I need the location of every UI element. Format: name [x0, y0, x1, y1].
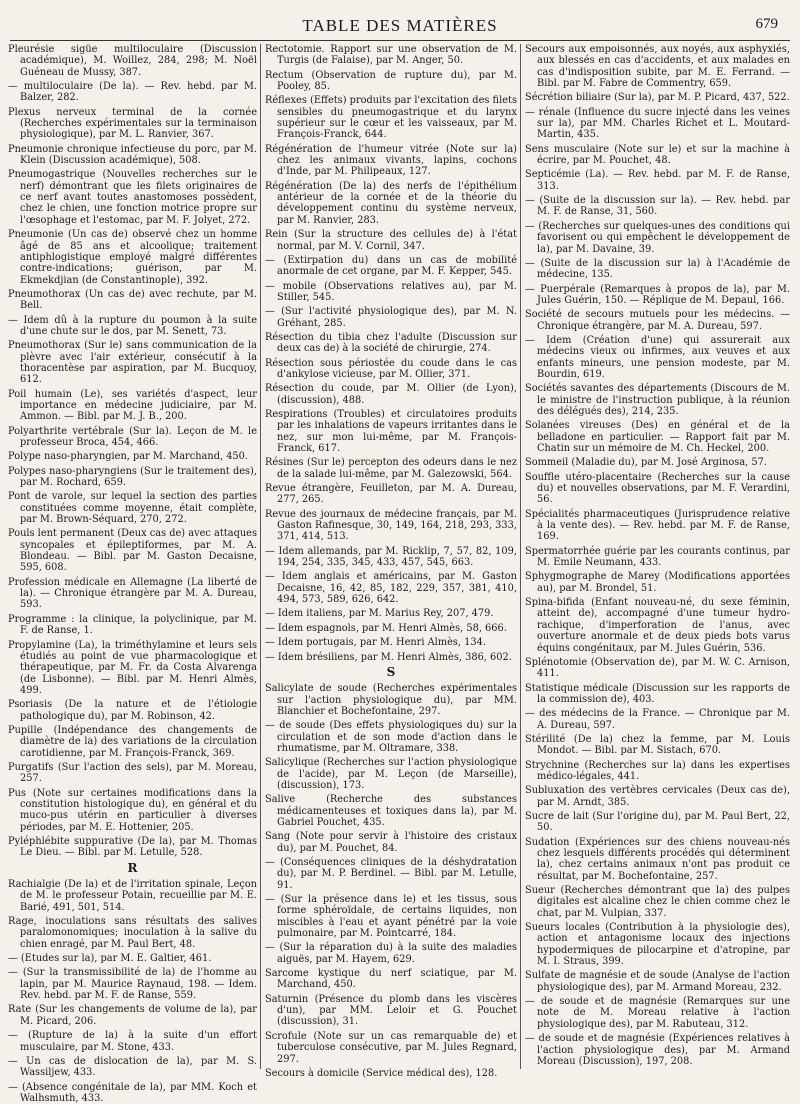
index-entry: Résection du tibia chez l'adulte (Discussion sur deux cas de) à la société de chirurgie, 274.	[265, 331, 517, 355]
index-entry: Sueurs locales (Contribution à la physiologie des), action et antagonisme locaux des injections hypodermiques de pilocarpine et d'atropine, par M. I. Straus, 399.	[525, 922, 790, 968]
index-entry: Rein (Sur la structure des cellules de) à l'état normal, par M. V. Cornil, 347.	[265, 229, 517, 252]
index-entry: Poil humain (Le), ses variétés d'aspect, leur importance en médecine judiciaire, par M. Ammon. — Bibl. par M. J. B., 200.	[8, 388, 257, 423]
index-entry: Résection du coude, par M. Ollier (de Lyon), (discussion), 488.	[265, 383, 517, 406]
index-entry: Souffle utéro-placentaire (Recherches sur la cause du) et nouvelles observations, par M. F. Verardini, 56.	[525, 471, 790, 506]
index-entry: Sociétés savantes des départements (Discours de M. le ministre de l'instruction publique, à la réunion des délégués des), 214, 235.	[525, 383, 790, 417]
index-entry: Rage, inoculations sans résultats des salives paralomonomiques; inoculation à la salive du chien enragé, par M. Paul Bert, 48.	[8, 916, 257, 950]
index-entry: Splénotomie (Observation de), par M. W. C. Arnison, 411.	[525, 656, 790, 680]
index-entry: Rate (Sur les changements de volume de la), par M. Picard, 206.	[8, 1004, 257, 1027]
index-entry: Sarcome kystique du nerf sciatique, par M. Marchand, 450.	[265, 968, 517, 991]
index-entry: — (Sur la réparation du) à la suite des maladies aiguës, par M. Hayem, 629.	[265, 942, 517, 965]
index-entry: Secours aux empoisonnés, aux noyés, aux asphyxiés, aux blessés en cas d'accidents, et aux malades en cas d'indisposition subite, par M. E. Ferrand. — Bibl. par M. Fabre de Commentry, 659.	[525, 44, 790, 90]
index-columns	[0, 44, 800, 1104]
column-divider	[520, 44, 521, 1069]
index-entry: Salicylique (Recherches sur l'action physiologique de l'acide), par M. Leçon (de Marseille), (discussion), 173.	[265, 757, 517, 791]
index-entry: Solanées vireuses (Des) en général et de la belladone en particulier. — Rapport fait par M. Chatin sur un mémoire de M. Ch. Heckel, 200.	[525, 420, 790, 454]
index-entry: Pus (Note sur certaines modifications dans la constitution histologique du), en général et du muco-pus utérin en particulier à diverses périodes, par M. E. Hottenier, 205.	[8, 787, 257, 833]
index-entry: — (Extirpation du) dans un cas de mobilité anormale de cet organe, par M. F. Kepper, 545.	[265, 254, 517, 278]
index-entry: Sens musculaire (Note sur le) et sur la machine à écrire, par M. Pouchet, 48.	[525, 143, 790, 167]
index-entry: — (Suite de la discussion sur la) à l'Académie de médecine, 135.	[525, 257, 790, 281]
index-entry: — (Conséquences cliniques de la déshydratation du), par M. P. Berdinel. — Bibl. par M. Letulle, 91.	[265, 857, 517, 891]
index-entry: Programme : la clinique, la polyclinique, par M. F. de Ranse, 1.	[8, 613, 257, 637]
index-entry: — Idem anglais et américains, par M. Gaston Decaisne, 16, 42, 85, 182, 229, 357, 381, 410, 494, 573, 589, 626, 642.	[265, 571, 517, 606]
index-entry: Rachialgie (De la) et de l'irritation spinale, Leçon de M. le professeur Potain, recueillie par M. E. Barié, 491, 501, 514.	[8, 879, 257, 913]
index-entry: — (Sur l'activité physiologique des), par M. N. Gréhant, 285.	[265, 306, 517, 329]
index-entry: — multiloculaire (De la). — Rev. hebd. par M. Balzer, 282.	[8, 81, 257, 104]
index-entry: — rénale (Influence du sucre injecté dans les veines sur la), par MM. Charles Richet et L. Moutard-Martin, 435.	[525, 106, 790, 141]
index-entry: Psoriasis (De la nature et de l'étiologie pathologique du), par M. Robinson, 42.	[8, 699, 257, 722]
column-2	[265, 44, 517, 1079]
index-entry: Pleurésie sigüe multiloculaire (Discussion académique), M. Woillez, 284, 298; M. Noël Guéneau de Mussy, 387.	[8, 44, 257, 78]
index-entry: Rectum (Observation de rupture du), par M. Pooley, 85.	[265, 69, 517, 93]
index-entry: — mobile (Observations relatives au), par M. Stiller, 545.	[265, 280, 517, 303]
index-entry: Pouls lent permanent (Deux cas de) avec attaques syncopales et épileptiformes, par M. A. Blondeau. — Bibl. par M. Gaston Decaisne, 595, 608.	[8, 528, 257, 574]
running-title: TABLE DES MATIÈRES	[302, 16, 498, 35]
index-entry: Régénération (De la) des nerfs de l'épithélium antérieur de la cornée et de la théorie du développement continu du système nerveux, par M. Ranvier, 283.	[265, 180, 517, 226]
section-letter: R	[127, 860, 138, 875]
index-entry: Société de secours mutuels pour les médecins. — Chronique étrangère, par M. A. Dureau, 597.	[525, 309, 790, 332]
index-entry: Spermatorrhée guérie par les courants continus, par M. Emile Neumann, 433.	[525, 545, 790, 569]
index-entry: Purgatifs (Sur l'action des sels), par M. Moreau, 257.	[8, 761, 257, 785]
index-entry: — des médecins de la France. — Chronique par M. A. Dureau, 597.	[525, 708, 790, 731]
index-entry: — (Absence congénitale de la), par MM. Koch et Walhsmuth, 433.	[8, 1081, 257, 1104]
index-entry: Pneumonie (Un cas de) observé chez un homme âgé de 85 ans et alcoolique; traitement antiphlogistique employé malgré différentes contre-indications; guérison, par M. Ekmekdjian (de Constantinople), 392.	[8, 229, 257, 286]
index-entry: — Idem portugais, par M. Henri Almès, 134.	[265, 637, 486, 649]
index-entry: Secours à domicile (Service médical des), 128.	[265, 1067, 498, 1079]
index-entry: — Idem dû à la rupture du poumon à la suite d'une chute sur le dos, par M. Senett, 73.	[8, 314, 257, 337]
index-entry: — (Rupture de la) à la suite d'un effort musculaire, par M. Stone, 433.	[8, 1030, 257, 1053]
column-1	[8, 44, 257, 1104]
index-entry: Spina-bifida (Enfant nouveau-né, du sexe féminin, atteint de), accompagné d'une tumeur hydro-rachique, d'imperforation de l'anus, avec ouverture anormale et de deux pieds bots varus équins congénitaux, par M. Jules Guérin, 536.	[525, 597, 790, 654]
index-entry: Subluxation des vertèbres cervicales (Deux cas de), par M. Arndt, 385.	[525, 785, 790, 808]
section-letter: S	[386, 664, 396, 679]
index-entry: Salicylate de soude (Recherches expérimentales sur l'action physiologique du), par MM. Blanchier et Bochefontaine, 297.	[265, 683, 517, 717]
index-entry: Rectotomie. Rapport sur une observation de M. Turgis (de Falaise), par M. Anger, 50.	[265, 44, 517, 67]
index-entry: Résines (Sur le) percepton des odeurs dans le nez de la salade lui-même, par M. Galezowski, 564.	[265, 457, 517, 480]
header-rule	[10, 40, 790, 41]
index-entry: Salive (Recherche des substances médicamenteuses et toxiques dans la), par M. Gabriel Pouchet, 435.	[265, 794, 517, 828]
column-3	[525, 44, 790, 1069]
index-entry: Réflexes (Effets) produits par l'excitation des filets sensibles du pneumogastrique et du larynx supérieur sur le cœur et les vaisseaux, par M. François-Franck, 644.	[265, 95, 517, 141]
index-entry: — de soude et de magnésie (Expériences relatives à l'action physiologique des), par M. Armand Moreau (Discussion), 197, 208.	[525, 1033, 790, 1067]
column-divider	[260, 44, 261, 1069]
index-entry: — Idem allemands, par M. Ricklip, 7, 57, 82, 109, 194, 254, 335, 345, 433, 457, 545, 663.	[265, 545, 517, 569]
index-entry: — de soude (Des effets physiologiques du) sur la circulation et de son mode d'action dans le rhumatisme, par M. Oltramare, 338.	[265, 720, 517, 754]
index-entry: Revue étrangère, Feuilleton, par M. A. Dureau, 277, 265.	[265, 483, 517, 506]
index-entry: — Idem espagnols, par M. Henri Almès, 58, 666.	[265, 622, 507, 634]
index-entry: — Idem (Création d'une) qui assurerait aux médecins vieux ou infirmes, aux veuves et aux enfants mineurs, une pension modeste, par M. Bourdin, 619.	[525, 334, 790, 380]
index-entry: Pneumonie chronique infectieuse du porc, par M. Klein (Discussion académique), 508.	[8, 143, 257, 167]
index-entry: — (Suite de la discussion sur la). — Rev. hebd. par M. F. de Ranse, 31, 560.	[525, 195, 790, 218]
index-entry: — (Etudes sur la), par M. E. Galtier, 461.	[8, 953, 212, 965]
index-entry: Scrofule (Note sur un cas remarquable de) et tuberculose consécutive, par M. Jules Regnard, 297.	[265, 1030, 517, 1065]
index-entry: Sang (Note pour servir à l'histoire des cristaux du), par M. Pouchet, 84.	[265, 831, 517, 854]
index-entry: Stérilité (De la) chez la femme, par M. Louis Mondot. — Bibl. par M. Sistach, 670.	[525, 733, 790, 757]
index-entry: Propylamine (La), la triméthylamine et leurs sels étudiés au point de vue pharmacologique et thérapeutique, par M. Fr. da Costa Alvarenga (de Lisbonne). — Bibl. par M. Henri Almès, 499.	[8, 639, 257, 696]
index-entry: Spécialités pharmaceutiques (Jurisprudence relative à la vente des). — Rev. hebd. par M. F. de Ranse, 169.	[525, 508, 790, 543]
index-entry: Sphygmographe de Marey (Modifications apportées au), par M. Brondel, 51.	[525, 571, 790, 594]
index-entry: Sommeil (Maladie du), par M. José Arginosa, 57.	[525, 457, 767, 469]
index-entry: Respirations (Troubles) et circulatoires produits par les inhalations de vapeurs irritantes dans le nez, sur mon lui-même, par M. François-Franck, 617.	[265, 408, 517, 454]
index-entry: — (Sur la transmissibilité de la) de l'homme au lapin, par M. Maurice Raynaud, 198. — Idem. Rev. hebd. par M. F. de Ranse, 559.	[8, 967, 257, 1002]
page-header	[0, 14, 800, 40]
index-entry: — Un cas de dislocation de la), par M. S. Wassiljew, 433.	[8, 1055, 257, 1079]
index-entry: — Idem italiens, par M. Marius Rey, 207, 479.	[265, 608, 494, 620]
index-entry: Sulfate de magnésie et de soude (Analyse de l'action physiologique des), par M. Armand Moreau, 232.	[525, 970, 790, 993]
index-entry: Pneumothorax (Un cas de) avec rechute, par M. Bell.	[8, 288, 257, 312]
index-entry: — (Sur la présence dans le) et les tissus, sous forme sphéroïdale, de certains liquides, non miscibles à l'eau et ayant pénétré par la voie pulmonaire, par M. Pointcarré, 184.	[265, 894, 517, 940]
index-entry: Statistique médicale (Discussion sur les rapports de la commission de), 403.	[525, 682, 790, 705]
index-entry: Résection sous périostée du coude dans le cas d'ankylose vicieuse, par M. Ollier, 371.	[265, 357, 517, 380]
index-entry: — de soude et de magnésie (Remarques sur une note de M. Moreau relative à l'action physiologique des), par M. Rabuteau, 312.	[525, 996, 790, 1030]
index-entry: Sucre de lait (Sur l'origine du), par M. Paul Bert, 22, 50.	[525, 810, 790, 834]
index-entry: Plexus nerveux terminal de la cornée (Recherches expérimentales sur la terminaison physiologique), par M. L. Ranvier, 367.	[8, 106, 257, 141]
index-entry: Pont de varole, sur lequel la section des parties constituées comme moyenne, était complète, par M. Brown-Séquard, 270, 272.	[8, 491, 257, 526]
index-entry: — (Recherches sur quelques-unes des conditions qui favorisent ou qui empêchent le développement de la), par M. Davaine, 39.	[525, 220, 790, 255]
index-entry: Sueur (Recherches démontrant que la) des pulpes digitales est alcaline chez le chien comme chez le chat, par M. Vulpian, 337.	[525, 885, 790, 919]
index-entry: Profession médicale en Allemagne (La liberté de la). — Chronique étrangère par M. A. Dureau, 593.	[8, 576, 257, 611]
index-entry: Polypes naso-pharyngiens (Sur le traitement des), par M. Rochard, 659.	[8, 465, 257, 489]
index-entry: Revue des journaux de médecine français, par M. Gaston Rafinesque, 30, 149, 164, 218, 293, 333, 371, 414, 513.	[265, 508, 517, 543]
index-entry: Septicémie (La). — Rev. hebd. par M. F. de Ranse, 313.	[525, 169, 790, 192]
index-entry: Sudation (Expériences sur des chiens nouveau-nés chez lesquels différents procédés qui déterminent la), chez certains animaux n'ont pas produit ce résultat, par M. Bochefontaine, 257.	[525, 836, 790, 882]
index-entry: Pupille (Indépendance des changements de diamètre de la) des variations de la circulation carotidienne, par M. François-Franck, 369.	[8, 724, 257, 759]
index-entry: Pyléphlébite suppurative (De la), par M. Thomas Le Dieu. — Bibl. par M. Letulle, 528.	[8, 836, 257, 859]
index-entry: — Idem brésiliens, par M. Henri Almès, 386, 602.	[265, 651, 512, 663]
index-entry: Strychnine (Recherches sur la) dans les expertises médico-légales, 441.	[525, 759, 790, 782]
index-entry: Polype naso-pharyngien, par M. Marchand, 450.	[8, 451, 249, 463]
index-entry: Pneumogastrique (Nouvelles recherches sur le nerf) démontrant que les filets originaires de ce nerf avant toutes anastomoses possèdent, chez le chien, une fonction motrice propre sur l'œsophage et l'estomac, par M. F. Jolyet, 272.	[8, 169, 257, 226]
index-entry: Pneumothorax (Sur le) sans communication de la plèvre avec l'air extérieur, consécutif à la thoracentèse par aspiration, par M. Bucquoy, 612.	[8, 340, 257, 386]
page-number: 679	[755, 16, 778, 32]
index-entry: — Puerpérale (Remarques à propos de la), par M. Jules Guérin, 150. — Réplique de M. Depaul, 166.	[525, 283, 790, 306]
index-entry: Sécrétion biliaire (Sur la), par M. P. Picard, 437, 522.	[525, 92, 790, 104]
index-entry: Polyarthrite vertébrale (Sur la). Leçon de M. le professeur Broca, 454, 466.	[8, 425, 257, 448]
index-entry: Régénération de l'humeur vitrée (Note sur la) chez les animaux vivants, lapins, cochons d'Inde, par M. Philipeaux, 127.	[265, 143, 517, 178]
index-entry: Saturnin (Présence du plomb dans les viscères d'un), par MM. Leloir et G. Pouchet (discussion), 31.	[265, 993, 517, 1028]
